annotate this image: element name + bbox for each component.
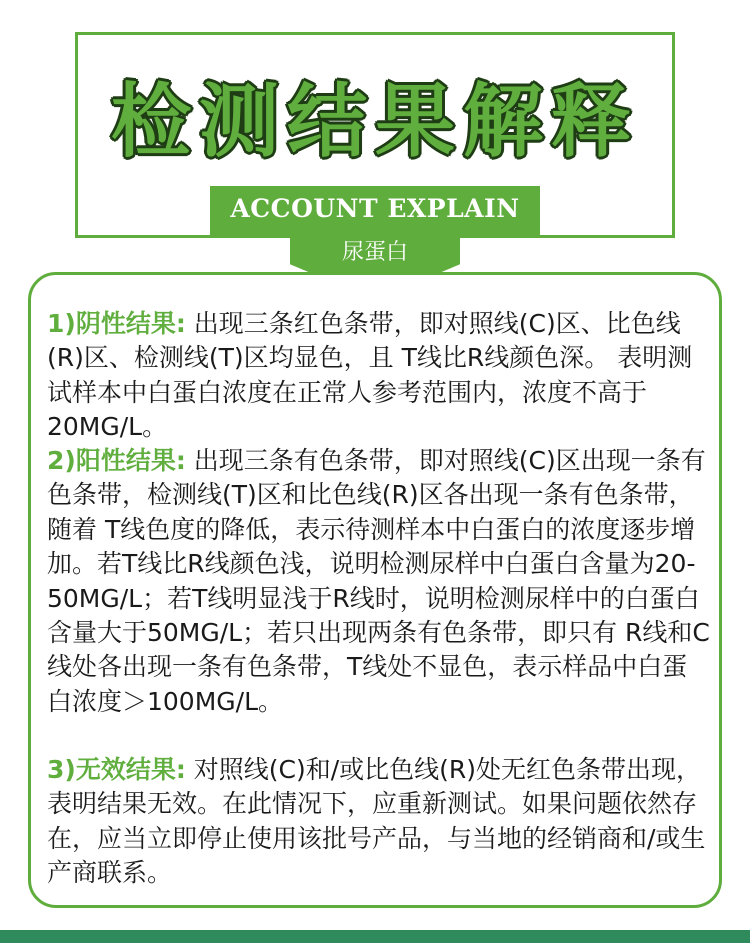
section-label: 3)无效结果:	[47, 755, 186, 784]
section-label: 1)阴性结果:	[47, 309, 186, 338]
result-section-positive	[47, 444, 712, 719]
bottom-bar	[0, 930, 750, 943]
result-section-invalid	[47, 753, 712, 891]
section-label: 2)阳性结果:	[47, 446, 186, 475]
category-tab-label: 尿蛋白	[341, 240, 408, 265]
page-title: 检测结果解释	[111, 75, 639, 168]
section-text: 出现三条有色条带，即对照线(C)区出现一条有色条带，检测线(T)区和比色线(R)区各出现一条有色条带，随着 T线色度的降低，表示待测样本中白蛋白的浓度逐步增加。若T线比R线颜色浅，说明检测尿样中白蛋白含量为20-50MG/L；若T线明显浅于R线时，说明检测尿样中的白蛋白含量大于50MG/L；若只出现两条有色条带，即只有 R线和C线处各出现一条有色条带，T线处不显色，表示样品中白蛋白浓度＞100MG/L。	[47, 446, 710, 716]
page-subtitle: ACCOUNT EXPLAIN	[230, 194, 520, 223]
result-section-negative	[47, 307, 712, 445]
section-text: 出现三条红色条带，即对照线(C)区、比色线(R)区、检测线(T)区均显色，且 T线比R线颜色深。 表明测试样本中白蛋白浓度在正常人参考范围内，浓度不高于20MG/L。	[47, 309, 693, 442]
section-text: 对照线(C)和/或比色线(R)处无红色条带出现，表明结果无效。在此情况下，应重新测试。如果问题依然存在，应当立即停止使用该批号产品，与当地的经销商和/或生产商联系。	[47, 755, 706, 888]
